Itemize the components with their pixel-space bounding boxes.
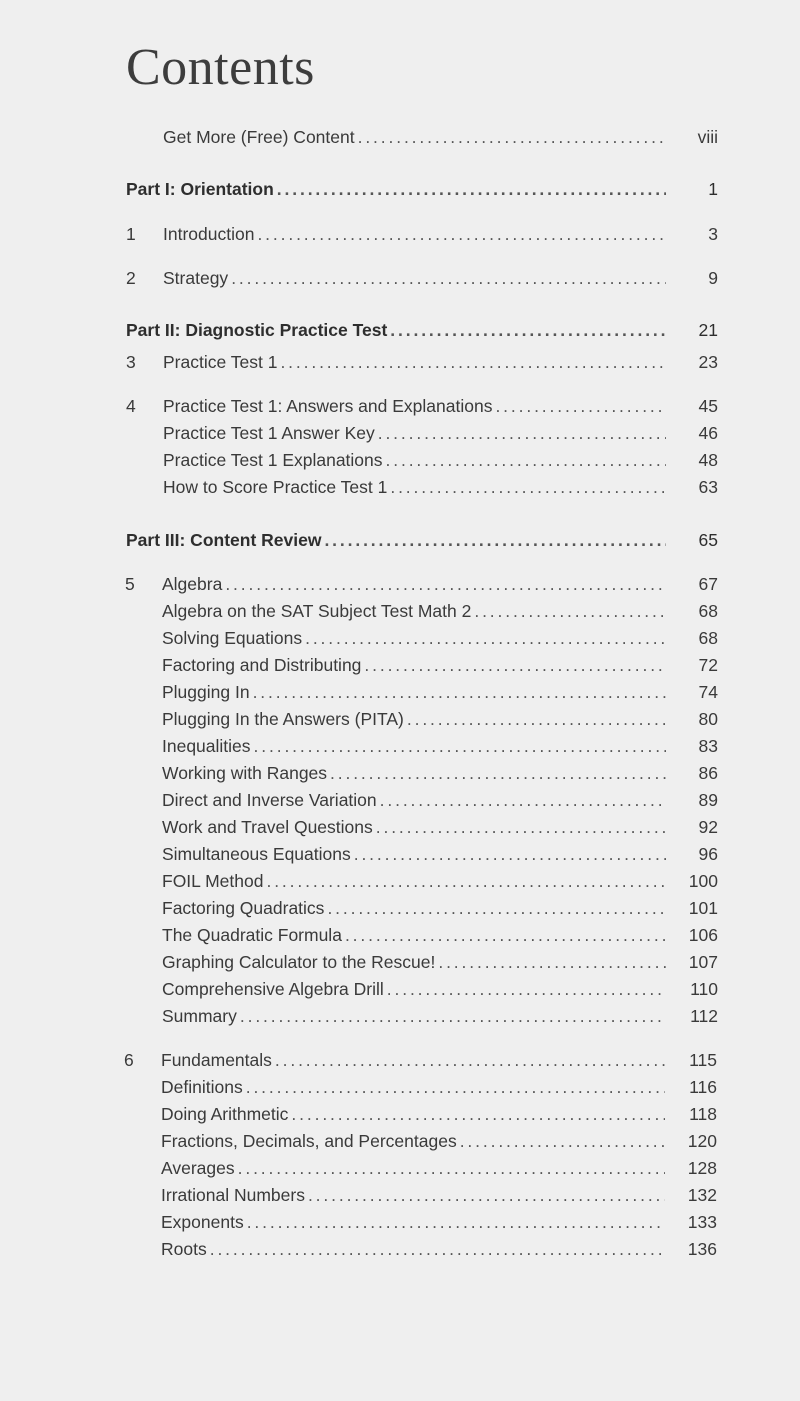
toc-entry-title: Fundamentals: [161, 1050, 272, 1070]
toc-entry-page: 65: [698, 530, 718, 550]
toc-entry-page: 68: [698, 601, 718, 621]
toc-chapter-3[interactable]: [126, 349, 718, 375]
toc-entry-title: Doing Arithmetic: [161, 1104, 289, 1124]
toc-entry-title: Irrational Numbers: [161, 1185, 305, 1205]
toc-entry-page: 136: [687, 1239, 717, 1259]
toc-entry-title: Practice Test 1: [163, 352, 278, 372]
dot-leader: [238, 1155, 665, 1181]
toc-section[interactable]: [162, 1003, 718, 1029]
dot-leader: [240, 1003, 666, 1029]
dot-leader: [438, 949, 666, 975]
dot-leader: [253, 679, 666, 705]
toc-section[interactable]: [161, 1155, 717, 1181]
toc-section[interactable]: [162, 652, 718, 678]
toc-entry-page: 3: [708, 224, 718, 244]
toc-entry-title: Algebra: [162, 574, 223, 594]
toc-entry-title: Comprehensive Algebra Drill: [162, 979, 384, 999]
toc-section[interactable]: [162, 814, 718, 840]
toc-entry-title: Practice Test 1: Answers and Explanations: [163, 396, 493, 416]
toc-entry-page: 67: [698, 574, 718, 594]
toc-entry-title: Definitions: [161, 1077, 243, 1097]
toc-section[interactable]: [161, 1074, 717, 1100]
toc-entry-page: 101: [688, 898, 718, 918]
dot-leader: [266, 868, 666, 894]
toc-section[interactable]: [162, 760, 718, 786]
toc-entry-page: 80: [698, 709, 718, 729]
toc-entry-title: Plugging In: [162, 682, 250, 702]
dot-leader: [460, 1128, 665, 1154]
toc-section[interactable]: [162, 949, 718, 975]
toc-entry-title: Practice Test 1 Explanations: [163, 450, 383, 470]
toc-section[interactable]: [162, 733, 718, 759]
dot-leader: [291, 1101, 665, 1127]
toc-entry-title: Algebra on the SAT Subject Test Math 2: [162, 601, 472, 621]
dot-leader: [330, 760, 666, 786]
toc-entry-page: 48: [698, 450, 718, 470]
toc-entry-title: Get More (Free) Content: [163, 127, 355, 147]
toc-entry-page: 100: [688, 871, 718, 891]
toc-section[interactable]: [162, 895, 718, 921]
toc-entry-page: 83: [698, 736, 718, 756]
dot-leader: [474, 598, 666, 624]
toc-entry-page: 118: [689, 1104, 717, 1124]
toc-section[interactable]: [163, 447, 718, 473]
toc-entry-number: 5: [125, 574, 135, 594]
toc-entry-number: 4: [126, 396, 136, 416]
dot-leader: [231, 265, 666, 291]
dot-leader: [275, 1047, 665, 1073]
toc-section[interactable]: [162, 625, 718, 651]
toc-entry-title: Working with Ranges: [162, 763, 328, 783]
dot-leader: [257, 221, 666, 247]
toc-entry-page: 110: [690, 979, 718, 999]
dot-leader: [277, 176, 666, 202]
toc-section[interactable]: [162, 976, 718, 1002]
dot-leader: [387, 976, 666, 1002]
toc-entry-title: Work and Travel Questions: [162, 817, 373, 837]
toc-chapter-6[interactable]: [124, 1047, 717, 1073]
toc-section[interactable]: [161, 1128, 717, 1154]
toc-entry-title: Factoring Quadratics: [162, 898, 325, 918]
toc-entry-number: 1: [126, 224, 136, 244]
toc-entry-page: 68: [698, 628, 718, 648]
toc-chapter-4[interactable]: [126, 393, 718, 419]
toc-entry-page: viii: [697, 127, 718, 147]
dot-leader: [386, 447, 666, 473]
toc-entry-page: 74: [698, 682, 718, 702]
toc-entry-page: 21: [698, 320, 718, 340]
toc-entry-page: 9: [708, 268, 718, 288]
toc-section[interactable]: [161, 1236, 717, 1262]
dot-leader: [246, 1074, 665, 1100]
toc-entry-page: 116: [689, 1077, 717, 1097]
toc-entry-page: 45: [698, 396, 718, 416]
toc-entry-title: Introduction: [163, 224, 255, 244]
toc-part-title: Part I: Orientation: [126, 179, 274, 199]
toc-entry-page: 106: [688, 925, 718, 945]
toc-part-2[interactable]: [126, 317, 718, 343]
toc-chapter-5[interactable]: [125, 571, 718, 597]
toc-entry-number: 3: [126, 352, 136, 372]
dot-leader: [376, 814, 666, 840]
toc-chapter-2[interactable]: [126, 265, 718, 291]
toc-entry-page: 92: [698, 817, 718, 837]
dot-leader: [327, 895, 666, 921]
toc-entry-page: 132: [687, 1185, 717, 1205]
toc-entry-page: 128: [687, 1158, 717, 1178]
toc-section[interactable]: [161, 1209, 717, 1235]
toc-entry-title: Inequalities: [162, 736, 251, 756]
dot-leader: [308, 1182, 665, 1208]
toc-entry-page: 96: [698, 844, 718, 864]
dot-leader: [407, 706, 666, 732]
toc-entry-page: 1: [708, 179, 718, 199]
toc-section[interactable]: [161, 1182, 717, 1208]
toc-entry-page: 89: [698, 790, 718, 810]
toc-section[interactable]: [163, 474, 718, 500]
toc-entry-page: 107: [688, 952, 718, 972]
toc-part-1[interactable]: [126, 176, 718, 202]
toc-entry-title: Roots: [161, 1239, 207, 1259]
toc-entry-title: Averages: [161, 1158, 235, 1178]
dot-leader: [324, 527, 666, 553]
toc-section[interactable]: [162, 598, 718, 624]
toc-entry-number: 6: [124, 1050, 134, 1070]
dot-leader: [225, 571, 666, 597]
toc-entry-page: 46: [698, 423, 718, 443]
toc-chapter-1[interactable]: [126, 221, 718, 247]
toc-entry-number: 2: [126, 268, 136, 288]
toc-entry-page: 120: [687, 1131, 717, 1151]
dot-leader: [380, 787, 666, 813]
toc-entry-title: How to Score Practice Test 1: [163, 477, 388, 497]
dot-leader: [354, 841, 666, 867]
dot-leader: [247, 1209, 665, 1235]
toc-entry-title: Simultaneous Equations: [162, 844, 351, 864]
toc-entry-page: 112: [690, 1006, 718, 1026]
toc-section[interactable]: [162, 922, 718, 948]
dot-leader: [280, 349, 666, 375]
toc-entry-title: The Quadratic Formula: [162, 925, 342, 945]
dot-leader: [378, 420, 666, 446]
dot-leader: [390, 317, 666, 343]
toc-entry-title: Strategy: [163, 268, 229, 288]
dot-leader: [254, 733, 666, 759]
toc-entry-title: Plugging In the Answers (PITA): [162, 709, 404, 729]
toc-entry-page: 133: [687, 1212, 717, 1232]
toc-entry-title: Fractions, Decimals, and Percentages: [161, 1131, 457, 1151]
toc-entry-get-more-content[interactable]: [163, 124, 718, 150]
toc-entry-title: Direct and Inverse Variation: [162, 790, 377, 810]
toc-section[interactable]: [162, 679, 718, 705]
toc-entry-title: Solving Equations: [162, 628, 303, 648]
dot-leader: [345, 922, 666, 948]
toc-entry-title: Practice Test 1 Answer Key: [163, 423, 375, 443]
toc-entry-title: Graphing Calculator to the Rescue!: [162, 952, 436, 972]
toc-entry-page: 63: [698, 477, 718, 497]
dot-leader: [358, 124, 666, 150]
dot-leader: [305, 625, 666, 651]
dot-leader: [390, 474, 666, 500]
toc-section[interactable]: [162, 787, 718, 813]
toc-part-3[interactable]: [126, 527, 718, 553]
toc-section[interactable]: [162, 868, 718, 894]
toc-section[interactable]: [162, 706, 718, 732]
toc-entry-title: FOIL Method: [162, 871, 264, 891]
toc-entry-title: Summary: [162, 1006, 237, 1026]
toc-entry-page: 23: [698, 352, 718, 372]
toc-entry-title: Factoring and Distributing: [162, 655, 362, 675]
toc-section[interactable]: [162, 841, 718, 867]
page-title: Contents: [126, 39, 315, 96]
dot-leader: [495, 393, 666, 419]
toc-part-title: Part III: Content Review: [126, 530, 322, 550]
toc-section[interactable]: [161, 1101, 717, 1127]
toc-section[interactable]: [163, 420, 718, 446]
toc-entry-page: 72: [698, 655, 718, 675]
toc-part-title: Part II: Diagnostic Practice Test: [126, 320, 388, 340]
dot-leader: [210, 1236, 665, 1262]
toc-entry-title: Exponents: [161, 1212, 244, 1232]
dot-leader: [364, 652, 666, 678]
toc-entry-page: 86: [698, 763, 718, 783]
toc-entry-page: 115: [689, 1050, 717, 1070]
